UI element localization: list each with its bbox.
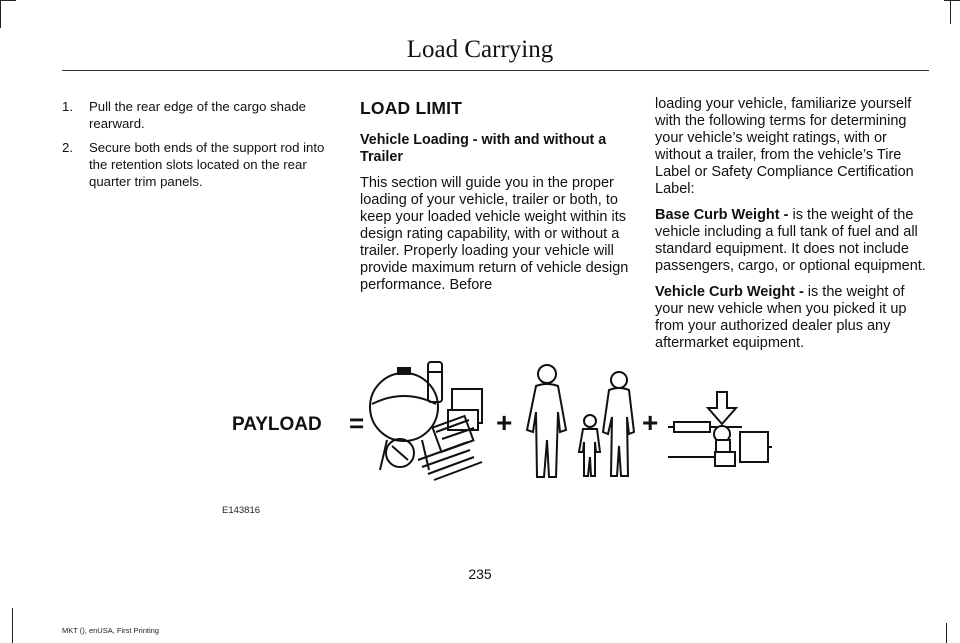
term-vehicle-curb-weight bbox=[655, 284, 930, 352]
page-title: Load Carrying bbox=[406, 36, 554, 63]
load-limit-section bbox=[360, 98, 632, 303]
terms-column bbox=[655, 96, 930, 361]
crop-mark bbox=[12, 608, 13, 643]
footer-text: MKT (), enUSA, First Printing bbox=[62, 626, 159, 635]
payload-diagram bbox=[222, 352, 772, 497]
intro-paragraph: This section will guide you in the proper loading of your vehicle, trailer or both, to keep your loaded vehicle weight within its design rating capability, with or without a trailer. Properly loading your vehicle will provide maximum return of vehicle design performance. Before bbox=[360, 175, 629, 293]
term-definition: is the weight of your new vehicle when you picked it up from your authorized dealer plus any aftermarket equipment. bbox=[655, 284, 907, 351]
term-label: Vehicle Curb Weight - bbox=[655, 284, 804, 300]
term-label: Base Curb Weight - bbox=[655, 207, 789, 223]
plus-sign: + bbox=[496, 407, 513, 438]
crop-mark bbox=[0, 0, 16, 1]
crop-mark bbox=[0, 0, 1, 28]
payload-label: PAYLOAD bbox=[232, 414, 322, 435]
crop-mark bbox=[950, 0, 951, 24]
figure-id: E143816 bbox=[222, 505, 261, 516]
crop-mark bbox=[944, 0, 960, 1]
list-item bbox=[62, 98, 342, 132]
page-number: 235 bbox=[468, 566, 492, 582]
section-subheading: Vehicle Loading - with and without a Trailer bbox=[360, 132, 607, 165]
section-heading: LOAD LIMIT bbox=[360, 98, 463, 118]
crop-mark bbox=[946, 623, 947, 643]
step-number: 1. bbox=[62, 99, 73, 114]
family-passengers-icon bbox=[527, 365, 634, 477]
cargo-items-icon bbox=[370, 362, 482, 480]
equals-sign: = bbox=[349, 408, 365, 438]
plus-sign: + bbox=[642, 407, 659, 438]
list-item bbox=[62, 139, 342, 190]
step-number: 2. bbox=[62, 140, 73, 155]
term-definition: is the weight of the vehicle including a full tank of fuel and all standard equipment. It does not include passengers, cargo, or optional equipment. bbox=[655, 207, 926, 274]
header-divider bbox=[62, 70, 929, 71]
continued-paragraph: loading your vehicle, familiarize yourself with the following terms for determining your vehicle’s weight ratings, with or without a trailer, from the vehicle’s Tire Label or Safety Compliance Certification Label: bbox=[655, 96, 914, 197]
steps-list bbox=[62, 98, 342, 197]
step-text: Secure both ends of the support rod into the retention slots located on the rear quarter trim panels. bbox=[89, 140, 325, 189]
step-text: Pull the rear edge of the cargo shade rearward. bbox=[89, 99, 307, 131]
trailer-hitch-icon bbox=[668, 392, 772, 466]
term-base-curb-weight bbox=[655, 207, 930, 275]
